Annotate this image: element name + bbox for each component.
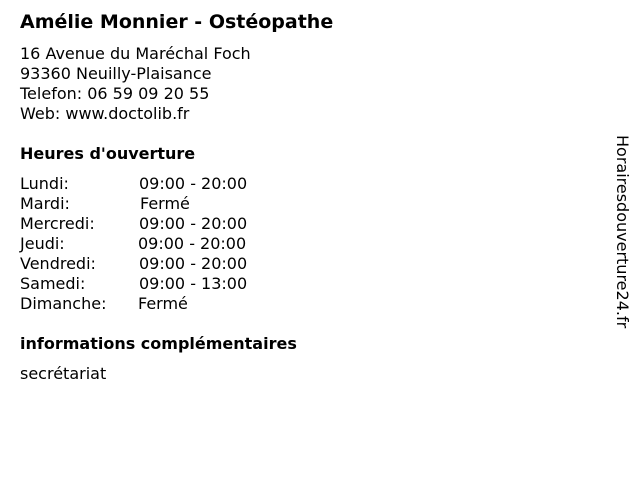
opening-hours-heading: Heures d'ouverture [20, 144, 196, 163]
additional-info-heading: informations complémentaires [20, 334, 297, 353]
hours-row-friday [20, 254, 320, 274]
day-label: Vendredi: [20, 254, 96, 273]
time-value: 09:00 - 20:00 [139, 214, 248, 233]
day-label: Lundi: [20, 174, 69, 193]
site-watermark: Horairesdouverture24.fr [613, 135, 632, 329]
time-value: 09:00 - 20:00 [139, 174, 248, 193]
time-value: Fermé [138, 294, 188, 313]
day-label: Jeudi: [20, 234, 65, 253]
day-label: Mercredi: [20, 214, 95, 233]
time-value: Fermé [140, 194, 190, 213]
opening-hours-table [20, 174, 320, 314]
hours-row-tuesday [20, 194, 320, 214]
time-value: 09:00 - 13:00 [139, 274, 248, 293]
phone-number: Telefon: 06 59 09 20 55 [20, 84, 210, 103]
day-label: Samedi: [20, 274, 86, 293]
additional-info-text: secrétariat [20, 364, 107, 383]
time-value: 09:00 - 20:00 [138, 234, 247, 253]
hours-row-sunday [20, 294, 320, 314]
page-title: Amélie Monnier - Ostéopathe [20, 11, 334, 33]
website: Web: www.doctolib.fr [20, 104, 190, 123]
street-address: 16 Avenue du Maréchal Foch [20, 44, 251, 63]
hours-row-wednesday [20, 214, 320, 234]
hours-row-saturday [20, 274, 320, 294]
time-value: 09:00 - 20:00 [139, 254, 248, 273]
day-label: Dimanche: [20, 294, 107, 313]
city-address: 93360 Neuilly-Plaisance [20, 64, 212, 83]
day-label: Mardi: [20, 194, 70, 213]
hours-row-thursday [20, 234, 320, 254]
hours-row-monday [20, 174, 320, 194]
address-block [20, 44, 251, 124]
